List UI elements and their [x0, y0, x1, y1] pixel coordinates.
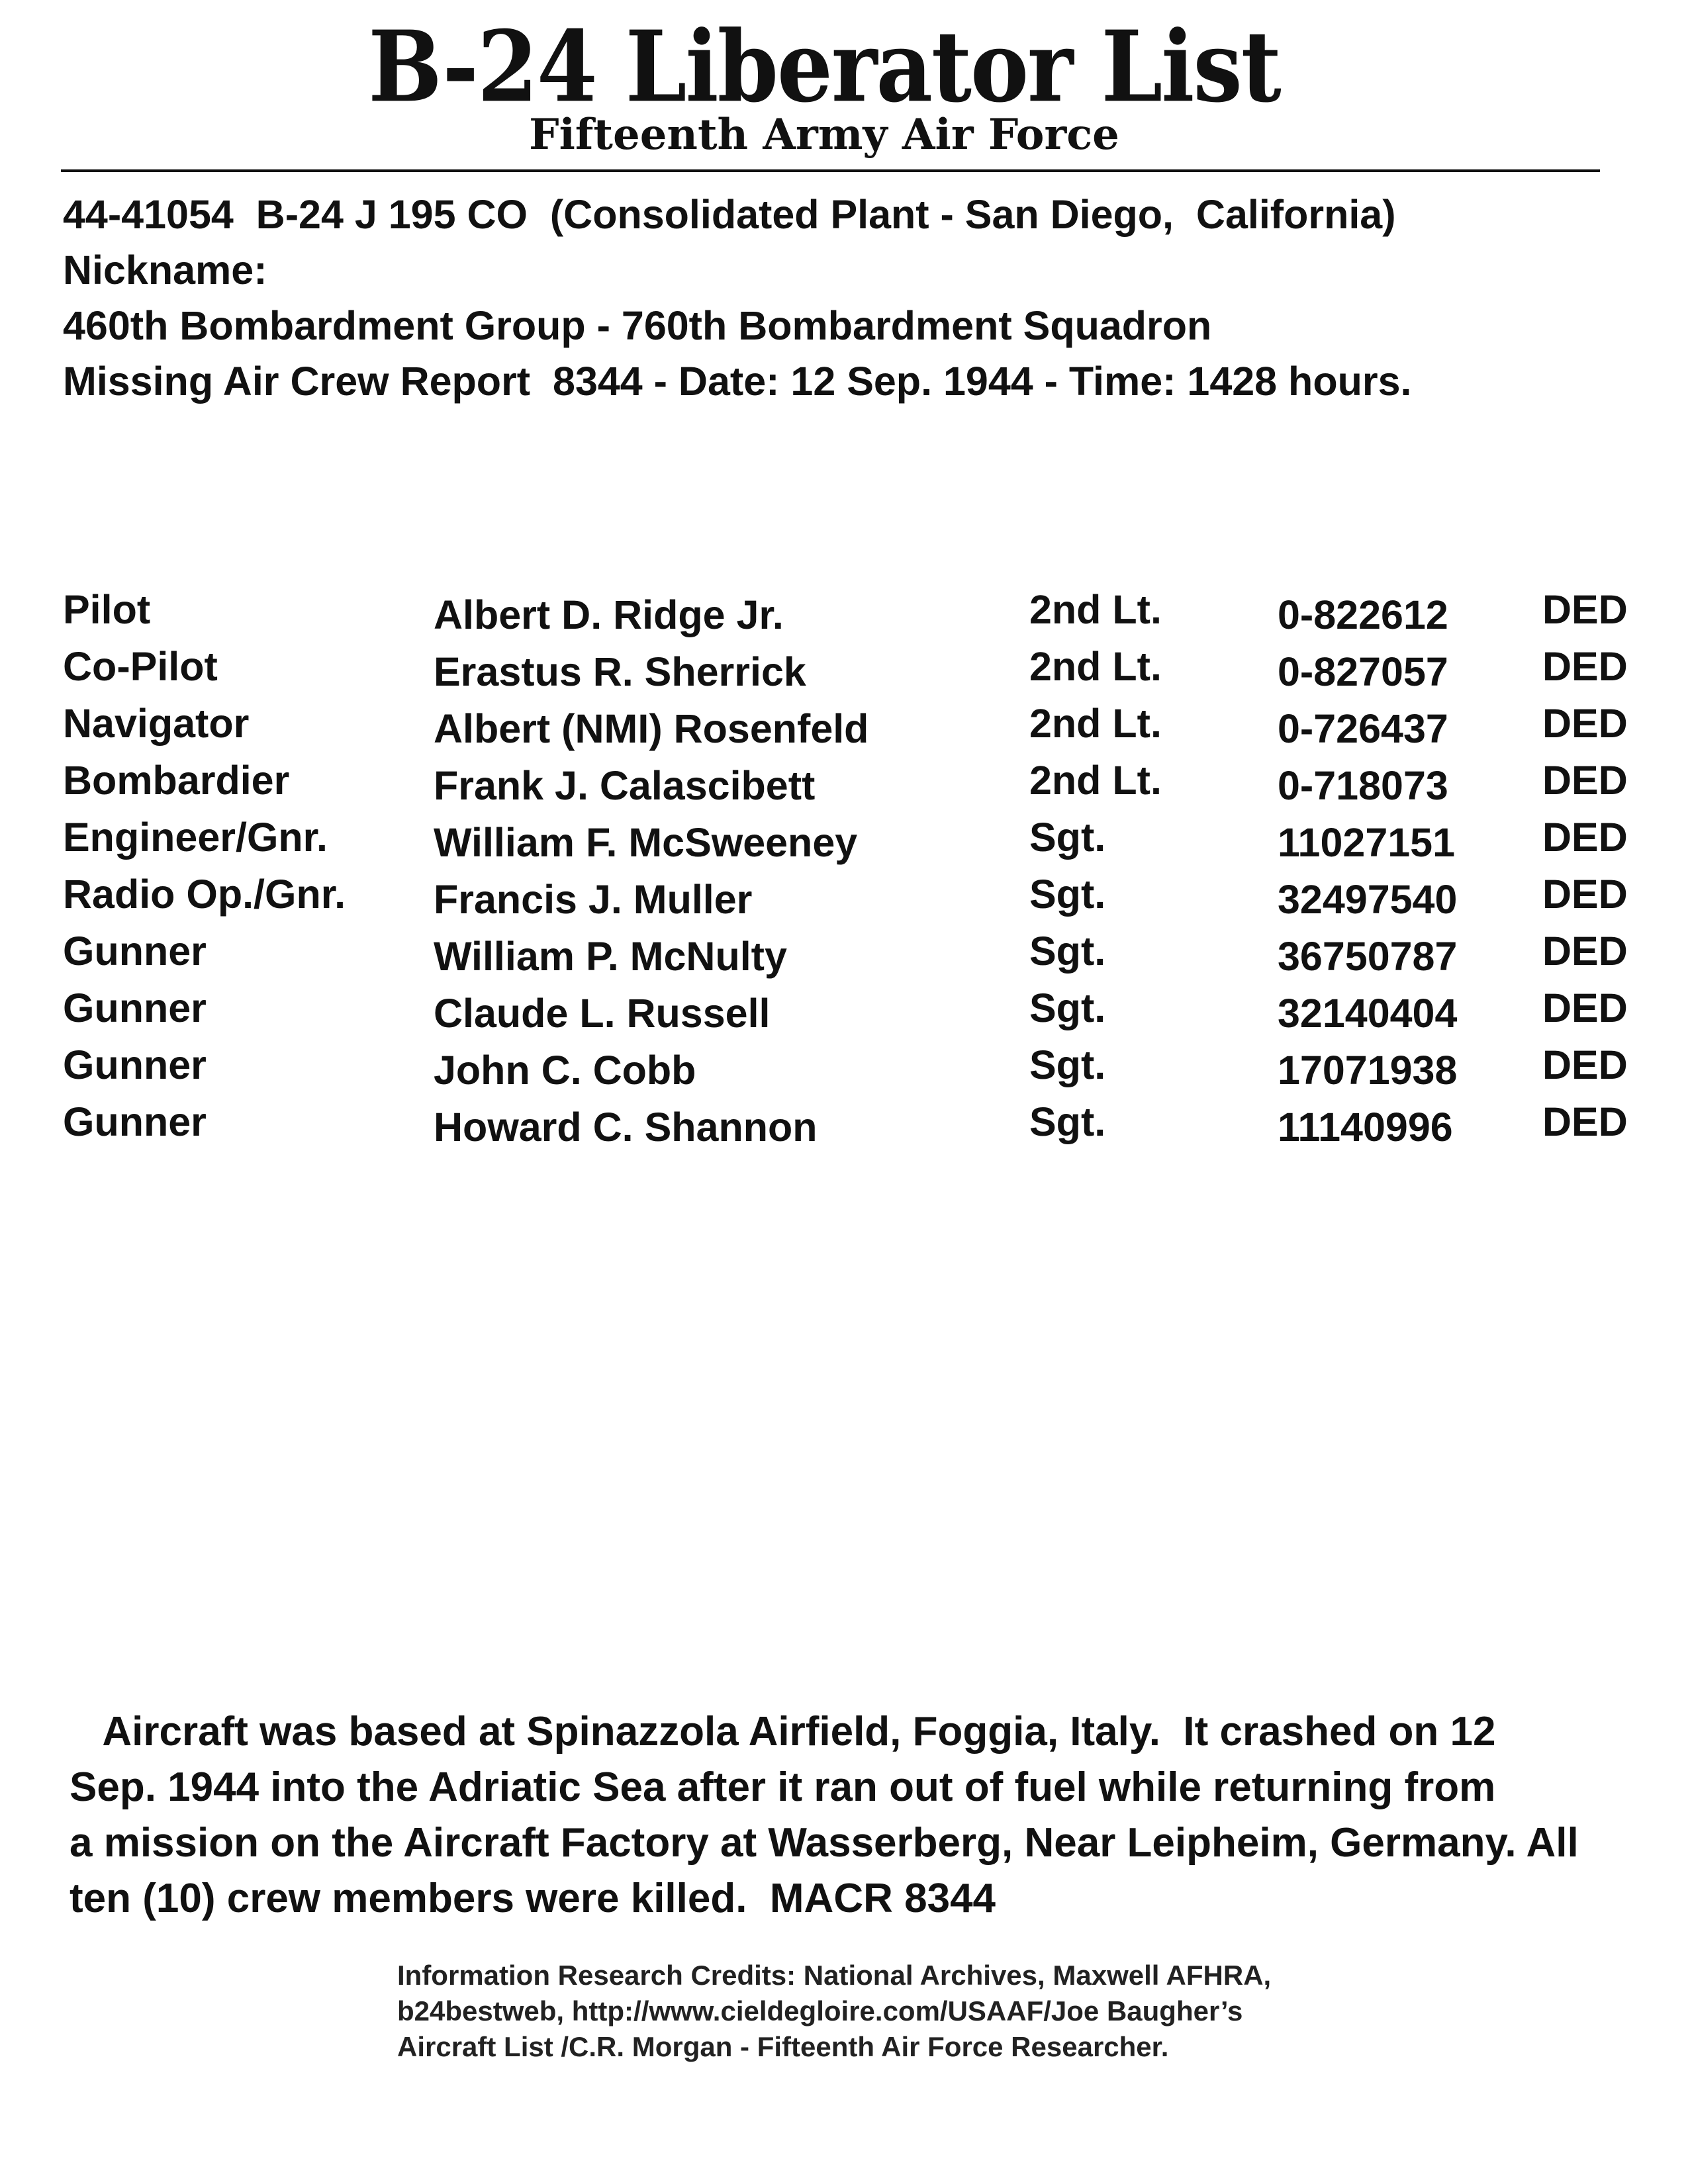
narrative-line: a mission on the Aircraft Factory at Wasserberg, Near Leipheim, Germany. All	[70, 1820, 1579, 1866]
crew-row	[0, 866, 1688, 923]
crew-rank: 2nd Lt.	[1029, 644, 1162, 689]
crash-narrative	[70, 1704, 1625, 1927]
crew-row	[0, 923, 1688, 979]
crew-name: William F. McSweeney	[434, 820, 858, 865]
crew-name: Albert D. Ridge Jr.	[434, 592, 784, 637]
crew-row	[0, 638, 1688, 695]
crew-serial: 36750787	[1278, 934, 1458, 979]
document-subtitle: Fifteenth Army Air Force	[529, 110, 1119, 159]
crew-serial: 0-718073	[1278, 763, 1448, 808]
crew-rank: Sgt.	[1029, 1099, 1106, 1144]
crew-name: Francis J. Muller	[434, 877, 753, 922]
crew-row	[0, 752, 1688, 809]
crew-rank: Sgt.	[1029, 985, 1106, 1030]
crew-name: William P. McNulty	[434, 934, 787, 979]
crew-status: DED	[1542, 1099, 1628, 1144]
crew-status: DED	[1542, 815, 1628, 860]
crew-name: Frank J. Calascibett	[434, 763, 816, 808]
crew-position: Co-Pilot	[63, 644, 218, 689]
crew-serial: 0-827057	[1278, 649, 1448, 694]
crew-serial: 11027151	[1278, 820, 1456, 865]
crew-status: DED	[1542, 587, 1628, 632]
aircraft-unit-line: 460th Bombardment Group - 760th Bombardment Squadron	[63, 303, 1212, 348]
crew-status: DED	[1542, 872, 1628, 917]
credits-line: Aircraft List /C.R. Morgan - Fifteenth Air Force Researcher.	[397, 2031, 1169, 2062]
crew-row	[0, 979, 1688, 1036]
document-title: B-24 Liberator List	[368, 9, 1280, 125]
crew-position: Gunner	[63, 1099, 207, 1144]
aircraft-info	[63, 187, 1411, 409]
crew-position: Bombardier	[63, 758, 290, 803]
narrative-line: ten (10) crew members were killed. MACR 8344	[70, 1876, 996, 1921]
narrative-line: Sep. 1944 into the Adriatic Sea after it ran out of fuel while returning from	[70, 1764, 1496, 1810]
crew-rank: Sgt.	[1029, 815, 1106, 860]
crew-row	[0, 809, 1688, 866]
crew-name: Erastus R. Sherrick	[434, 649, 806, 694]
crew-list	[0, 581, 1688, 1150]
crew-row	[0, 695, 1688, 752]
crew-position: Navigator	[63, 701, 250, 746]
crew-serial: 0-726437	[1278, 706, 1448, 751]
crew-position: Gunner	[63, 929, 207, 974]
crew-position: Gunner	[63, 985, 207, 1030]
narrative-line: Aircraft was based at Spinazzola Airfield, Foggia, Italy. It crashed on 12	[70, 1709, 1496, 1754]
crew-status: DED	[1542, 929, 1628, 974]
crew-status: DED	[1542, 758, 1628, 803]
crew-serial: 0-822612	[1278, 592, 1448, 637]
aircraft-serial-line: 44-41054 B-24 J 195 CO (Consolidated Plant - San Diego, California)	[63, 192, 1396, 237]
crew-serial: 32497540	[1278, 877, 1458, 922]
crew-rank: Sgt.	[1029, 872, 1106, 917]
crew-row	[0, 581, 1688, 638]
aircraft-nickname-line: Nickname:	[63, 248, 267, 293]
crew-row	[0, 1036, 1688, 1093]
crew-status: DED	[1542, 1042, 1628, 1087]
credits-line: Information Research Credits: National Archives, Maxwell AFHRA,	[397, 1960, 1272, 1991]
crew-rank: 2nd Lt.	[1029, 587, 1162, 632]
crew-position: Gunner	[63, 1042, 207, 1087]
crew-position: Engineer/Gnr.	[63, 815, 328, 860]
crew-serial: 17071938	[1278, 1048, 1458, 1093]
crew-status: DED	[1542, 985, 1628, 1030]
crew-position: Pilot	[63, 587, 151, 632]
crew-name: Albert (NMI) Rosenfeld	[434, 706, 869, 751]
crew-name: Claude L. Russell	[434, 991, 771, 1036]
crew-name: John C. Cobb	[434, 1048, 696, 1093]
crew-rank: 2nd Lt.	[1029, 701, 1162, 746]
crew-serial: 32140404	[1278, 991, 1458, 1036]
crew-rank: Sgt.	[1029, 929, 1106, 974]
crew-serial: 11140996	[1278, 1105, 1453, 1150]
credits-line: b24bestweb, http://www.cieldegloire.com/USAAF/Joe Baugher’s	[397, 1995, 1243, 2026]
crew-rank: Sgt.	[1029, 1042, 1106, 1087]
research-credits	[397, 1958, 1271, 2065]
crew-position: Radio Op./Gnr.	[63, 872, 346, 917]
header-divider	[61, 169, 1600, 172]
crew-rank: 2nd Lt.	[1029, 758, 1162, 803]
aircraft-macr-line: Missing Air Crew Report 8344 - Date: 12 Sep. 1944 - Time: 1428 hours.	[63, 359, 1412, 404]
crew-status: DED	[1542, 701, 1628, 746]
crew-status: DED	[1542, 644, 1628, 689]
crew-name: Howard C. Shannon	[434, 1105, 818, 1150]
crew-row	[0, 1093, 1688, 1150]
